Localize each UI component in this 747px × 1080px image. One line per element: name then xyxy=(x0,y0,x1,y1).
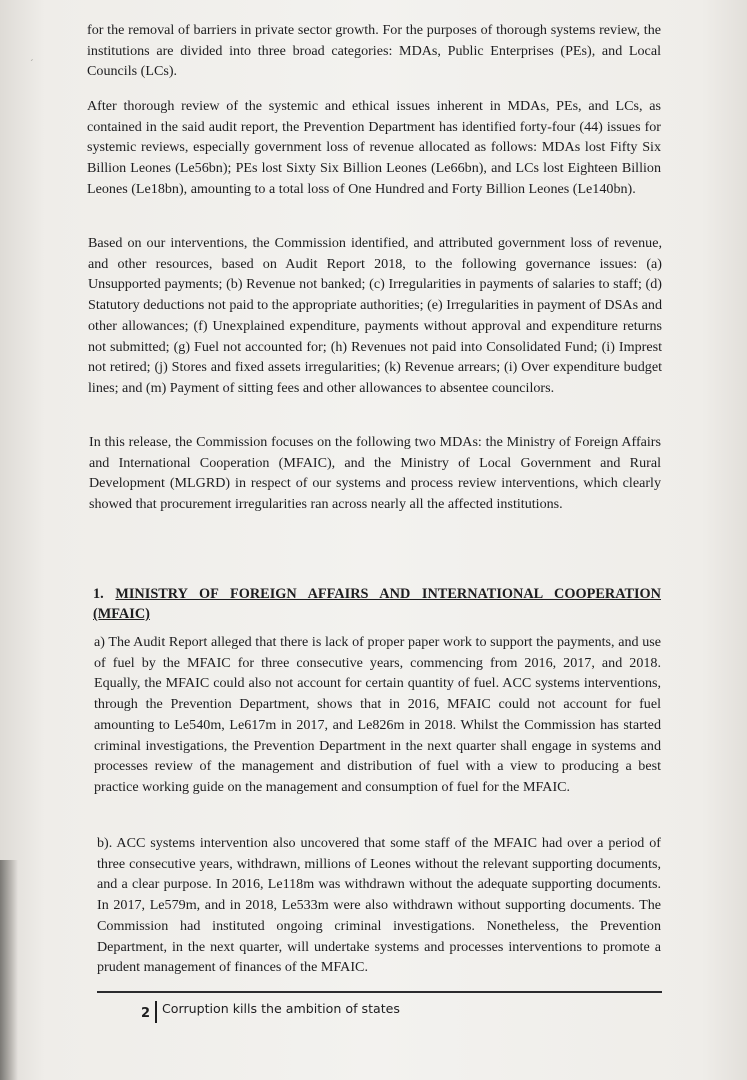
paragraph-intro-continuation: for the removal of barriers in private sector growth. For the purposes of thorough systems review, the institutions are divided into three broad categories: MDAs, Public Enterprises (PEs), and Local Councils (LCs). xyxy=(87,22,661,80)
footer-rule xyxy=(97,991,662,993)
paragraph-item-b: b). ACC systems intervention also uncovered that some staff of the MFAIC had over a period of three consecutive years, withdrawn, millions of Leones without the relevant supporting documents, and a clear purpose. In 2016, Le118m was withdrawn without the adequate supporting documents. In 2017, Le579m, and in 2018, Le533m were also withdrawn without supporting documents. The Commission had instituted ongoing criminal investigations. Nonetheless, the Prevention Department, in the next quarter, will undertake systems and processes interventions to promote a prudent management of finances of the MFAIC. xyxy=(97,835,661,976)
stray-mark: ˊ xyxy=(30,58,34,70)
paragraph-item-a: a) The Audit Report alleged that there is lack of proper paper work to support the payments, and use of fuel by the MFAIC for three consecutive years, commencing from 2016, 2017, and 2018. Equally, the MFAIC could also not account for certain quantity of fuel. ACC systems interventions, through the Prevention Department, shows that in 2016, MFAIC could not account for fuel amounting to Le540m, Le617m in 2017, and Le826m in 2018. Whilst the Commission has started criminal investigations, the Prevention Department in the next quarter shall engage in systems and processes review of the management and distribution of fuel with a view to producing a best practice working guide on the management and consumption of fuel for the MFAIC. xyxy=(94,634,661,795)
section-title: MINISTRY OF FOREIGN AFFAIRS AND INTERNATIONAL COOPERATION (MFAIC) xyxy=(93,586,661,622)
section-number: 1. xyxy=(93,586,104,602)
section-heading-mfaic xyxy=(93,584,661,624)
footer-tagline: Corruption kills the ambition of states xyxy=(162,1001,400,1016)
paragraph-mda-focus: In this release, the Commission focuses on the following two MDAs: the Ministry of Foreign Affairs and International Cooperation (MFAIC), and the Ministry of Local Government and Rural Development (MLGRD) in respect of our systems and process review interventions, which clearly showed that procurement irregularities ran across nearly all the affected institutions. xyxy=(89,434,661,513)
page-number: 2 xyxy=(141,1006,151,1021)
paragraph-governance-issues: Based on our interventions, the Commission identified, and attributed government loss of revenue, and other resources, based on Audit Report 2018, to the following governance issues: (a) Unsupported payments; (b) Revenue not banked; (c) Irregularities in payments of salaries to staff; (d) Statutory deductions not paid to the appropriate authorities; (e) Irregularities in payment of DSAs and other allowances; (f) Unexplained expenditure, payments without approval and expenditure returns not submitted; (g) Fuel not accounted for; (h) Revenues not paid into Consolidated Fund; (i) Imprest not retired; (j) Stores and fixed assets irregularities; (k) Revenue arrears; (i) Over expenditure budget lines; and (m) Payment of sitting fees and other allowances to absentee councilors. xyxy=(88,235,662,396)
page-edge-shadow xyxy=(0,860,18,1080)
footer-divider xyxy=(155,1001,157,1023)
paragraph-revenue-loss: After thorough review of the systemic and ethical issues inherent in MDAs, PEs, and LCs, as contained in the said audit report, the Prevention Department has identified forty-four (44) issues for systemic reviews, especially government loss of revenue allocated as follows: MDAs lost Fifty Six Billion Leones (Le56bn); PEs lost Sixty Six Billion Leones (Le66bn), and LCs lost Eighteen Billion Leones (Le18bn), amounting to a total loss of One Hundred and Forty Billion Leones (Le140bn). xyxy=(87,98,661,197)
